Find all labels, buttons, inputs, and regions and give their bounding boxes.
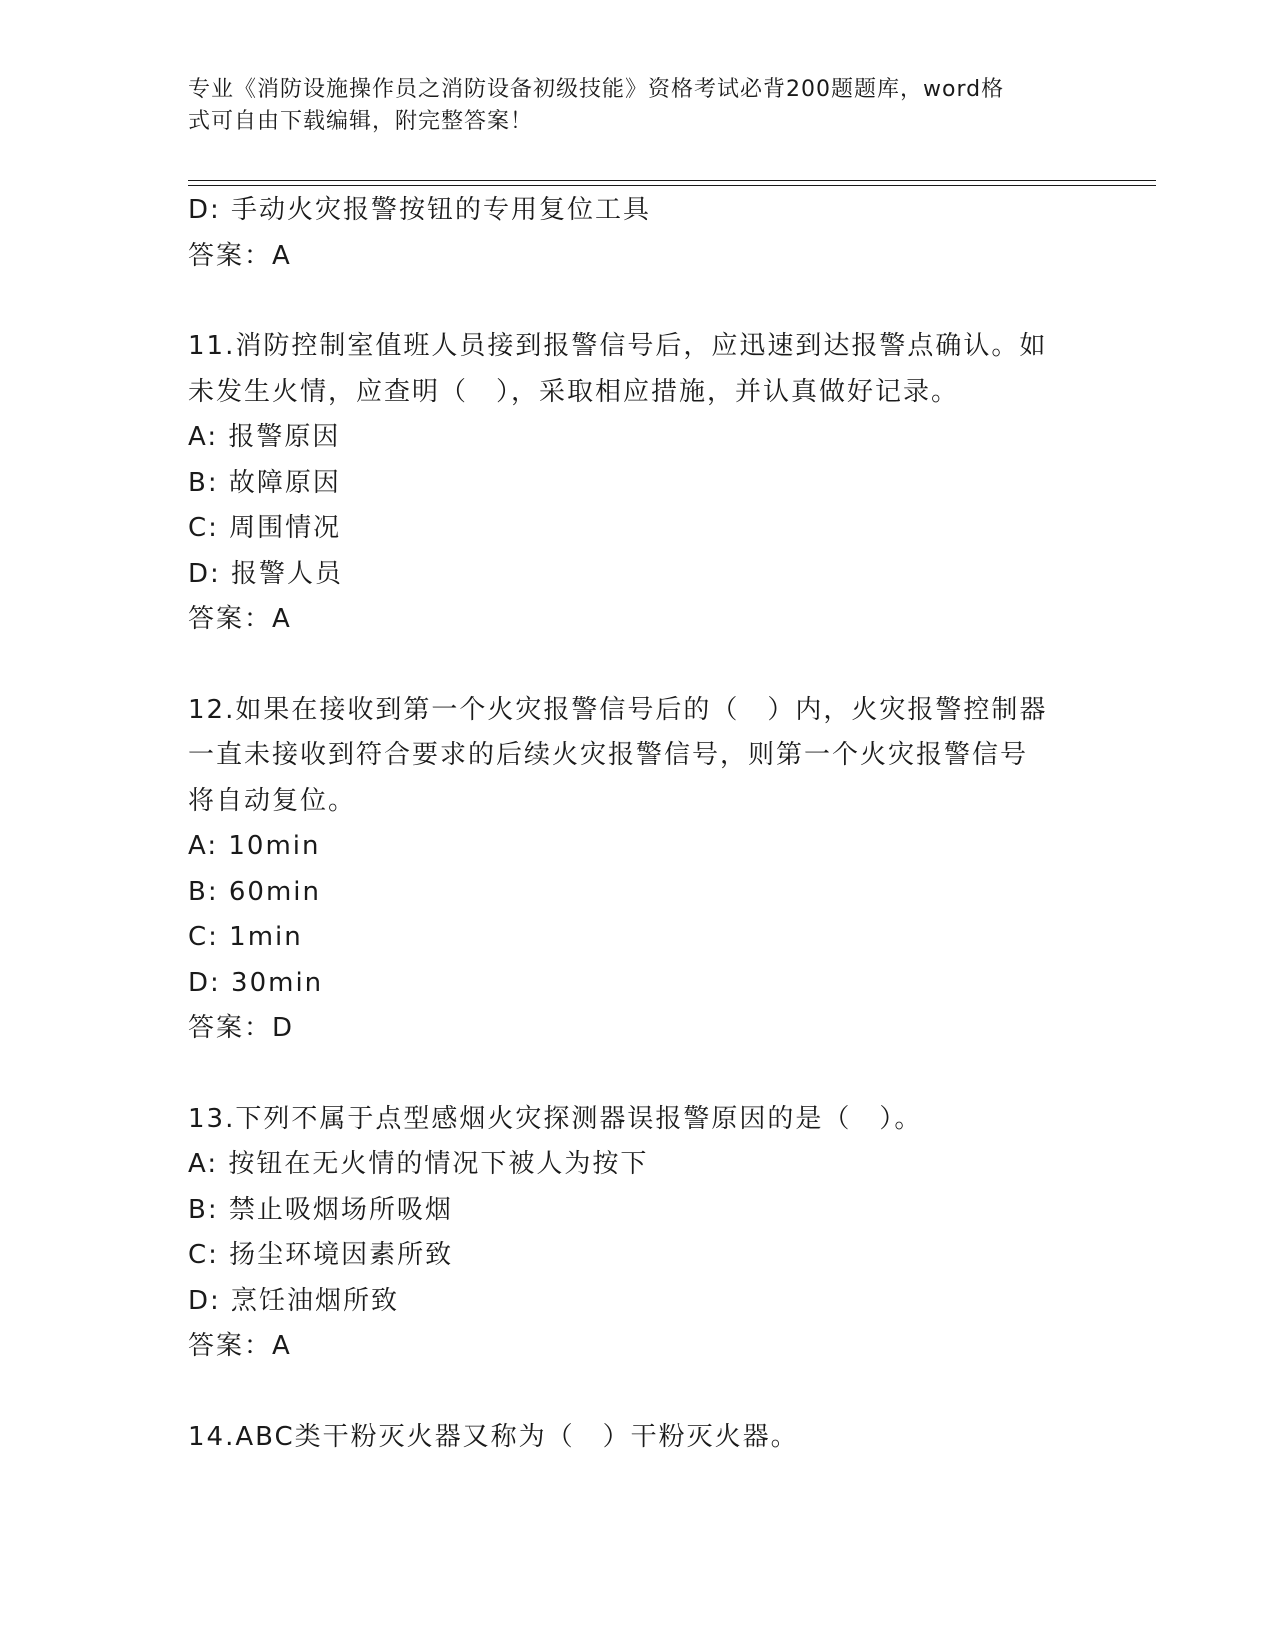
answer: 答案：A: [188, 604, 292, 634]
option-c: C: 1min: [188, 922, 303, 952]
question-13: [188, 1097, 1088, 1370]
option-b: B: 禁止吸烟场所吸烟: [188, 1194, 453, 1225]
option-d: D: 烹饪油烟所致: [188, 1285, 400, 1316]
spacer: [188, 1370, 1088, 1415]
option-c: C: 周围情况: [188, 513, 342, 543]
header-divider-bottom: [188, 185, 1156, 186]
header-divider-top: [188, 180, 1156, 181]
option-a: A: 10min: [188, 831, 321, 861]
header-title-line-1: 专业《消防设施操作员之消防设备初级技能》资格考试必背200题题库，word格: [188, 77, 1005, 102]
question-text-line: 14.ABC类干粉灭火器又称为（ ）干粉灭火器。: [188, 1421, 799, 1452]
question-11: [188, 324, 1088, 643]
question-text-line: 13.下列不属于点型感烟火灾探测器误报警原因的是（ ）。: [188, 1103, 923, 1134]
header-title-line-2: 式可自由下载编辑，附完整答案！: [188, 109, 534, 134]
document-header: [188, 74, 1068, 138]
question-text-line: 12.如果在接收到第一个火灾报警信号后的（ ）内，火灾报警控制器: [188, 694, 1048, 725]
question-text-line: 未发生火情，应查明（ ），采取相应措施，并认真做好记录。: [188, 376, 960, 407]
spacer: [188, 279, 1088, 324]
option-b: B: 故障原因: [188, 467, 341, 498]
previous-question-tail: [188, 188, 1088, 279]
option-a: A: 报警原因: [188, 422, 341, 452]
spacer: [188, 1052, 1088, 1097]
option-a: A: 按钮在无火情的情况下被人为按下: [188, 1149, 649, 1179]
answer: 答案：D: [188, 1013, 295, 1043]
answer: 答案：A: [188, 1331, 292, 1361]
question-text-line: 将自动复位。: [188, 785, 357, 816]
option-d: D: 30min: [188, 967, 324, 998]
question-12: [188, 688, 1088, 1052]
option-d: D: 报警人员: [188, 558, 344, 589]
answer: 答案：A: [188, 240, 292, 271]
question-text-line: 一直未接收到符合要求的后续火灾报警信号，则第一个火灾报警信号: [188, 740, 1029, 770]
option-d: D: 手动火灾报警按钮的专用复位工具: [188, 195, 652, 225]
question-text-line: 11.消防控制室值班人员接到报警信号后，应迅速到达报警点确认。如: [188, 331, 1048, 361]
question-14: [188, 1415, 1088, 1461]
question-list: [188, 188, 1088, 1460]
option-b: B: 60min: [188, 876, 321, 907]
spacer: [188, 643, 1088, 688]
option-c: C: 扬尘环境因素所致: [188, 1240, 454, 1270]
